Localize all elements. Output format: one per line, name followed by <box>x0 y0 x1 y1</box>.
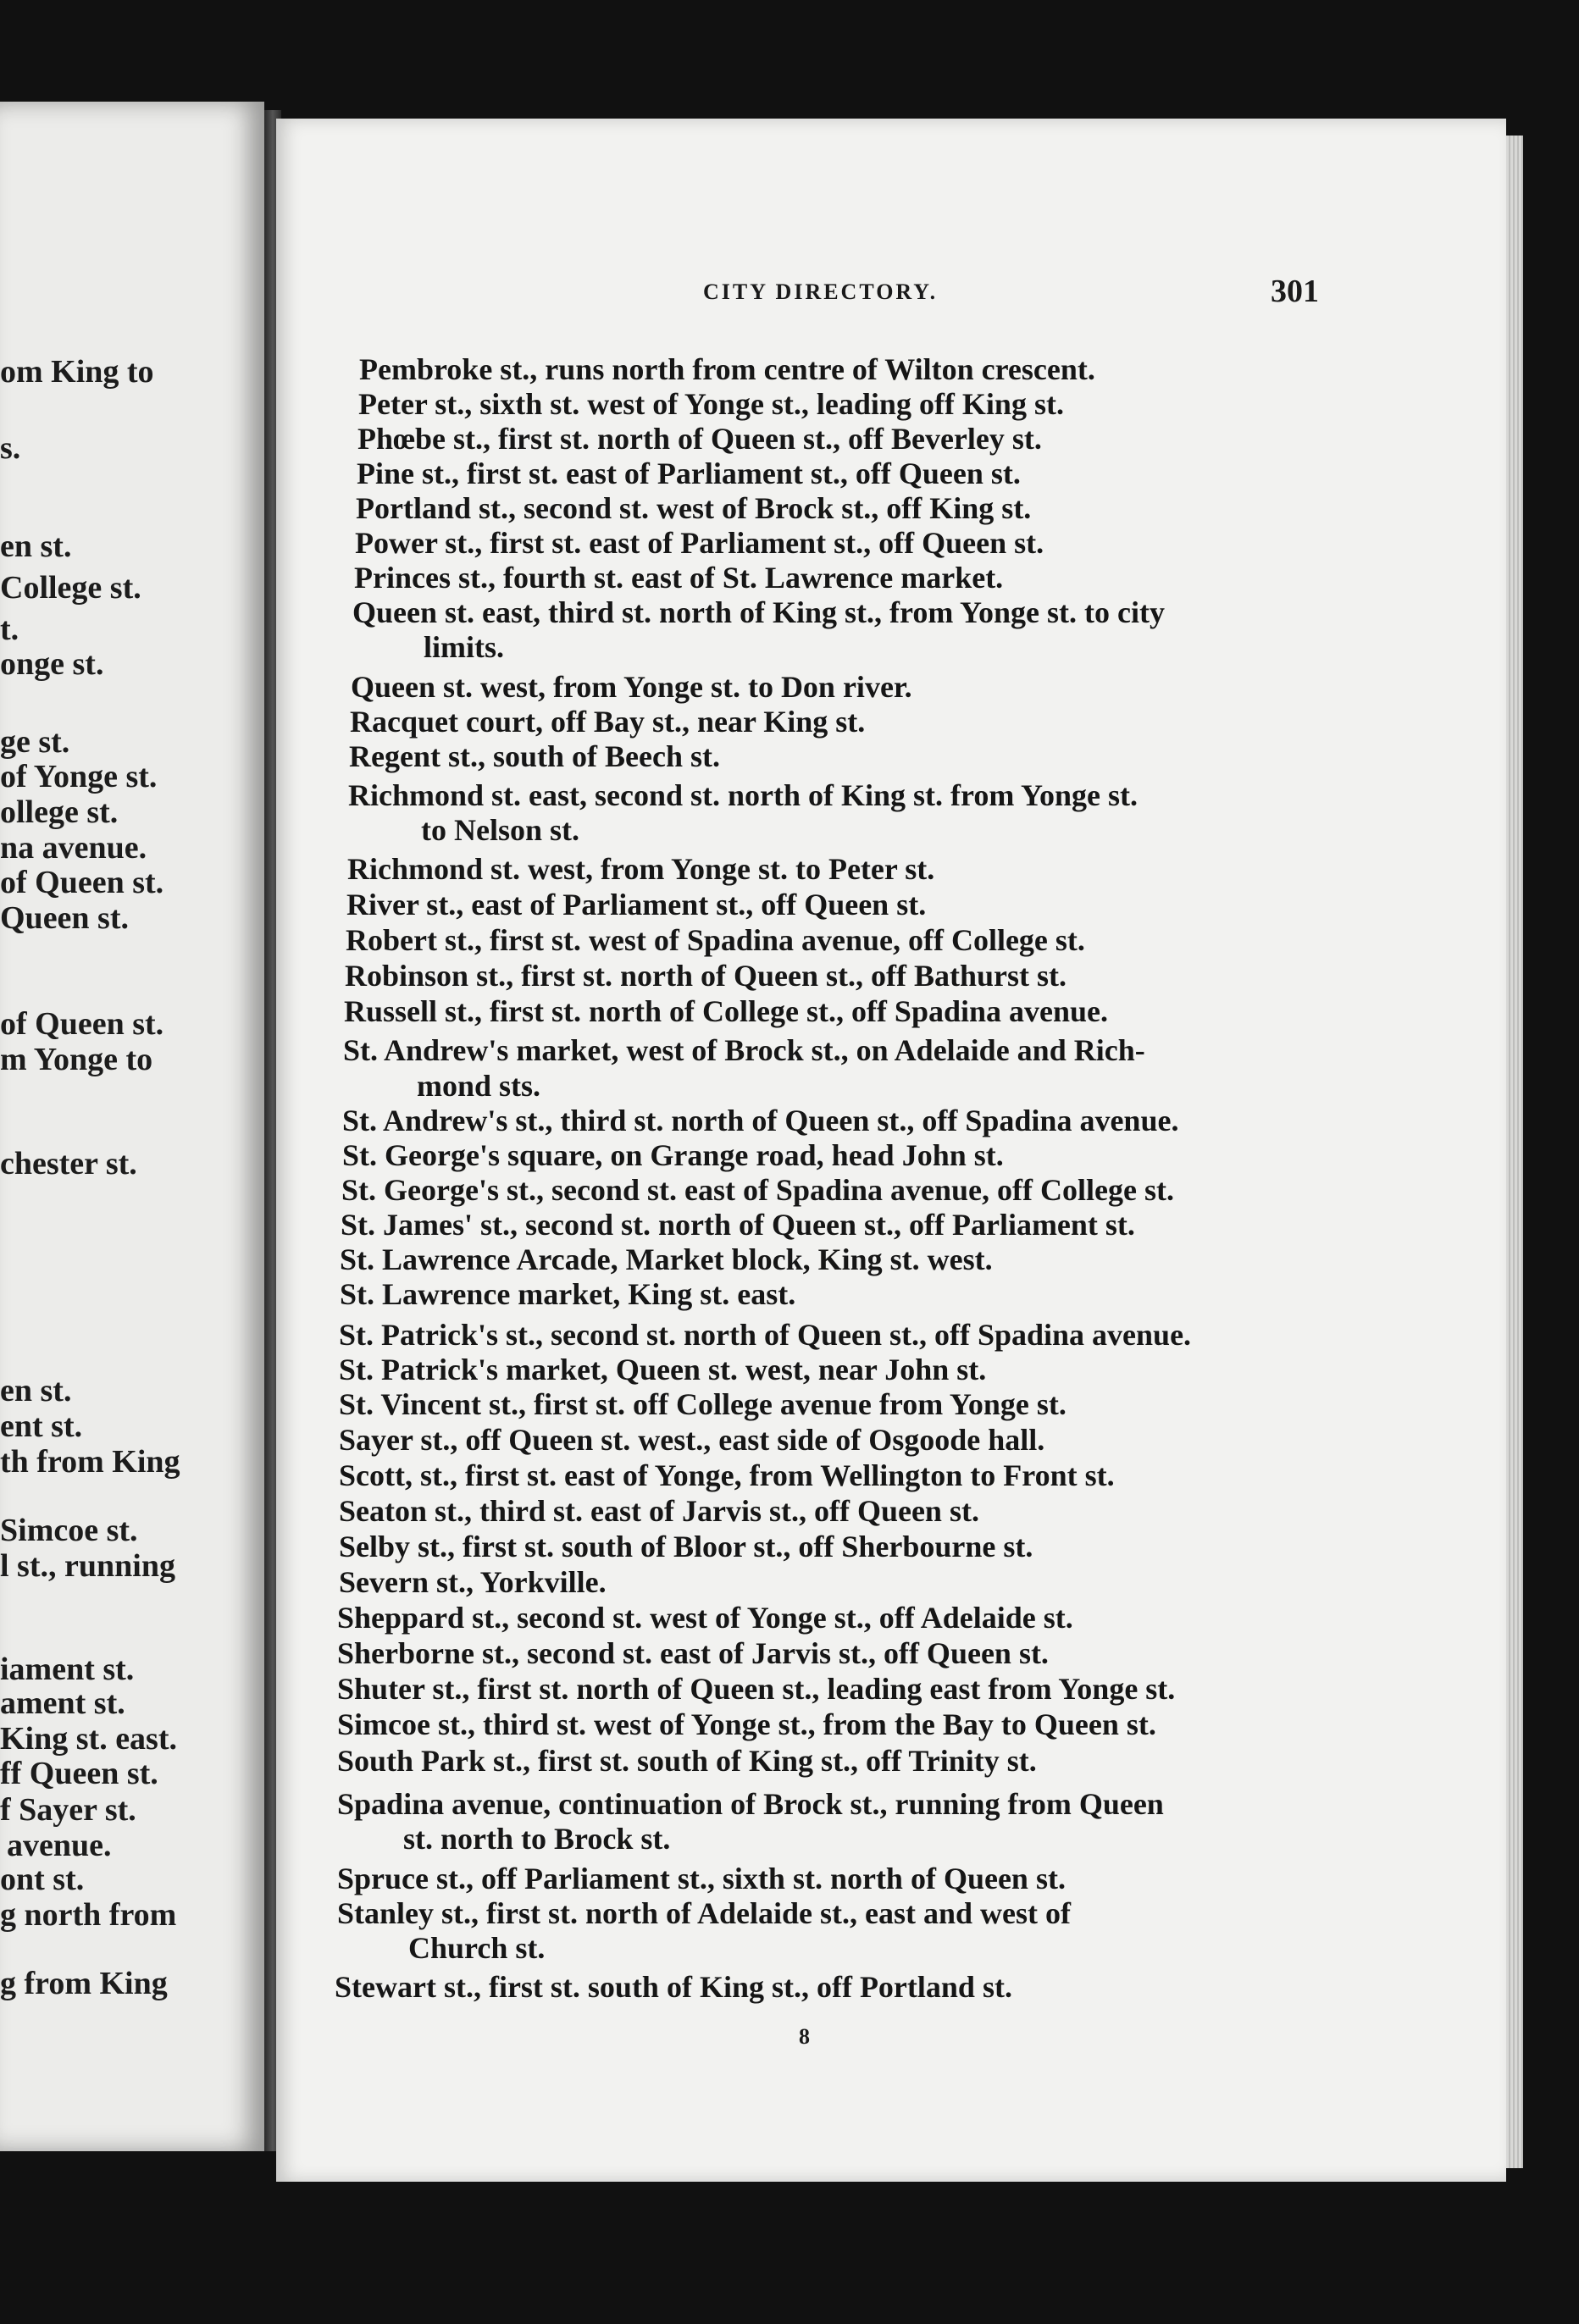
directory-entry: Spadina avenue, continuation of Brock st., running from Queen <box>337 1787 1164 1821</box>
directory-entry: Simcoe st., third st. west of Yonge st., from the Bay to Queen st. <box>337 1707 1156 1741</box>
left-text-fragment: chester st. <box>0 1146 137 1181</box>
left-text-fragment: Queen st. <box>0 900 129 936</box>
left-text-fragment: of Queen st. <box>0 1006 164 1042</box>
directory-entry: Richmond st. east, second st. north of King st. from Yonge st. <box>348 778 1139 812</box>
left-text-fragment: th from King <box>0 1444 180 1480</box>
directory-entry: Sherborne st., second st. east of Jarvis st., off Queen st. <box>337 1636 1049 1670</box>
directory-entry: St. Lawrence Arcade, Market block, King st. west. <box>340 1242 993 1276</box>
directory-entry: River st., east of Parliament st., off Queen st. <box>346 888 927 921</box>
directory-entry: Severn st., Yorkville. <box>339 1565 607 1599</box>
directory-entry: Queen st. west, from Yonge st. to Don river. <box>351 670 912 704</box>
directory-entry: Peter st., sixth st. west of Yonge st., leading off King st. <box>358 387 1064 421</box>
page-number: 301 <box>1271 274 1319 309</box>
directory-entry: St. George's square, on Grange road, head John st. <box>342 1138 1004 1172</box>
left-text-fragment: f Sayer st. <box>0 1792 136 1828</box>
directory-entry: St. Patrick's st., second st. north of Queen st., off Spadina avenue. <box>339 1318 1192 1352</box>
directory-entry: Pine st., first st. east of Parliament st., off Queen st. <box>357 456 1021 490</box>
signature-mark: 8 <box>799 2024 810 2049</box>
directory-entry-continuation: Church st. <box>408 1931 546 1965</box>
left-text-fragment: iament st. <box>0 1652 135 1687</box>
left-text-fragment: onge st. <box>0 646 104 682</box>
left-text-fragment: ff Queen st. <box>0 1756 158 1791</box>
left-text-fragment: ont st. <box>0 1862 85 1897</box>
directory-entry: Sheppard st., second st. west of Yonge st., off Adelaide st. <box>337 1601 1073 1635</box>
left-text-fragment: m Yonge to <box>0 1042 153 1077</box>
left-text-fragment: ollege st. <box>0 794 119 830</box>
running-header: CITY DIRECTORY. <box>703 279 939 304</box>
directory-entry: Selby st., first st. south of Bloor st., off Sherbourne st. <box>339 1530 1033 1563</box>
directory-entry: St. Andrew's st., third st. north of Queen st., off Spadina avenue. <box>342 1104 1179 1137</box>
directory-entry: Seaton st., third st. east of Jarvis st., off Queen st. <box>339 1494 979 1528</box>
directory-entry-continuation: limits. <box>424 630 504 664</box>
directory-entry: Regent st., south of Beech st. <box>349 739 720 773</box>
directory-entry: Princes st., fourth st. east of St. Lawrence market. <box>354 561 1004 595</box>
left-text-fragment: s. <box>0 430 21 466</box>
left-text-fragment: g north from <box>0 1897 177 1933</box>
left-text-fragment: om King to <box>0 354 154 390</box>
directory-entry-continuation: mond sts. <box>417 1069 541 1103</box>
directory-entry: Pembroke st., runs north from centre of Wilton crescent. <box>359 352 1095 386</box>
directory-entry-continuation: to Nelson st. <box>421 813 579 847</box>
directory-entry: Scott, st., first st. east of Yonge, from Wellington to Front st. <box>339 1458 1115 1492</box>
left-text-fragment: ament st. <box>0 1685 125 1721</box>
directory-entry: Robinson st., first st. north of Queen st., off Bathurst st. <box>345 959 1067 993</box>
left-text-fragment: King st. east. <box>0 1721 177 1757</box>
directory-entry: Robert st., first st. west of Spadina avenue, off College st. <box>346 923 1085 957</box>
left-text-fragment: ge st. <box>0 724 70 760</box>
directory-entry: Richmond st. west, from Yonge st. to Peter st. <box>347 852 935 886</box>
directory-entry: Sayer st., off Queen st. west., east side of Osgoode hall. <box>339 1423 1045 1457</box>
directory-entry: Portland st., second st. west of Brock st., off King st. <box>356 491 1032 525</box>
left-text-fragment: of Yonge st. <box>0 759 158 794</box>
left-text-fragment: Simcoe st. <box>0 1513 138 1548</box>
directory-entry: Queen st. east, third st. north of King st., from Yonge st. to city <box>352 595 1165 629</box>
directory-entry: South Park st., first st. south of King st., off Trinity st. <box>337 1744 1037 1778</box>
directory-entry: St. Andrew's market, west of Brock st., on Adelaide and Rich- <box>343 1033 1145 1067</box>
directory-entry: Stanley st., first st. north of Adelaide st., east and west of <box>337 1896 1071 1930</box>
directory-entry-continuation: st. north to Brock st. <box>403 1822 671 1856</box>
left-text-fragment: avenue. <box>7 1828 112 1863</box>
directory-entry: St. Lawrence market, King st. east. <box>340 1277 796 1311</box>
directory-entry: Stewart st., first st. south of King st., off Portland st. <box>335 1970 1012 2004</box>
directory-entry: Phœbe st., first st. north of Queen st., off Beverley st. <box>357 422 1042 456</box>
directory-entry: Shuter st., first st. north of Queen st., leading east from Yonge st. <box>337 1672 1176 1706</box>
left-text-fragment: en st. <box>0 1373 72 1408</box>
directory-entry: Russell st., first st. north of College st., off Spadina avenue. <box>344 994 1109 1028</box>
directory-entry: Racquet court, off Bay st., near King st. <box>350 705 866 739</box>
directory-entry: Spruce st., off Parliament st., sixth st. north of Queen st. <box>337 1862 1066 1895</box>
left-text-fragment: t. <box>0 611 19 647</box>
left-text-fragment: College st. <box>0 570 141 606</box>
directory-entry: Power st., first st. east of Parliament st., off Queen st. <box>355 526 1044 560</box>
directory-entry: St. Vincent st., first st. off College avenue from Yonge st. <box>339 1387 1067 1421</box>
left-text-fragment: en st. <box>0 528 72 564</box>
left-text-fragment: l st., running <box>0 1548 175 1584</box>
left-text-fragment: na avenue. <box>0 830 147 866</box>
left-text-fragment: g from King <box>0 1966 168 2001</box>
left-text-fragment: of Queen st. <box>0 865 164 900</box>
directory-entry: St. George's st., second st. east of Spadina avenue, off College st. <box>341 1173 1174 1207</box>
left-text-fragment: ent st. <box>0 1408 83 1444</box>
directory-entry: St. James' st., second st. north of Queen st., off Parliament st. <box>341 1208 1135 1242</box>
directory-entry: St. Patrick's market, Queen st. west, near John st. <box>339 1353 987 1386</box>
